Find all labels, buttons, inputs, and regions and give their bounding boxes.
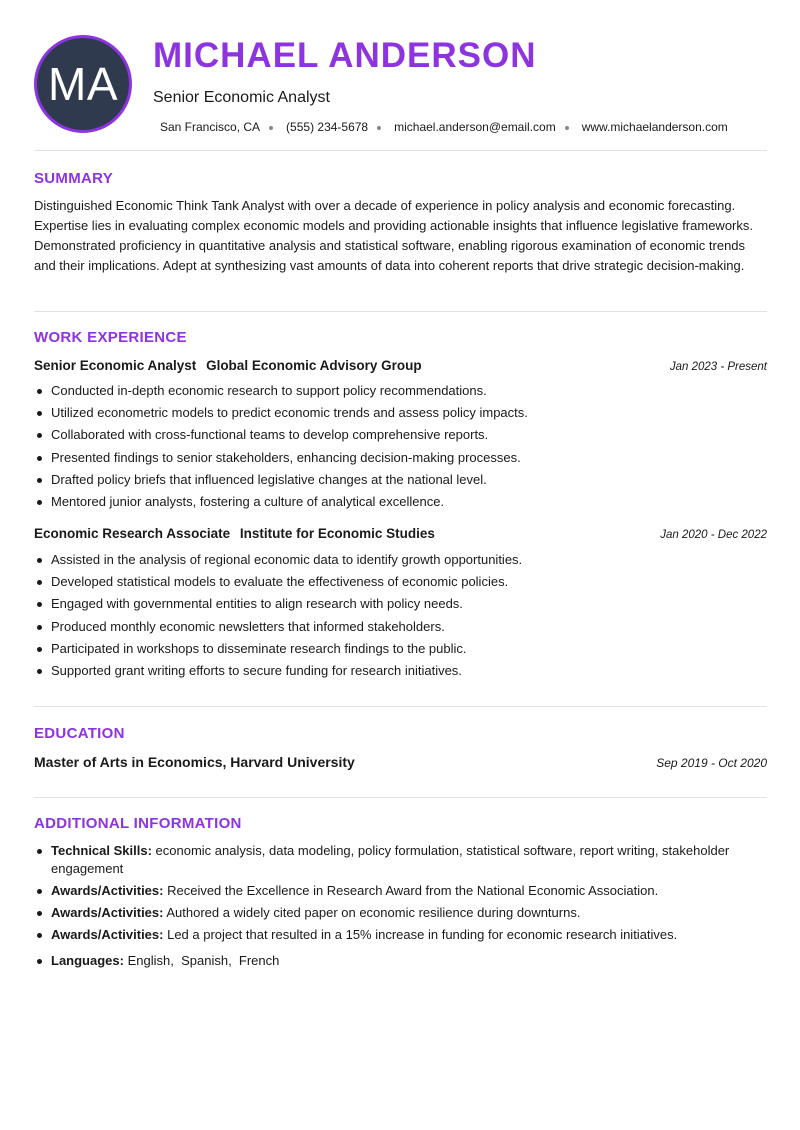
item-label: Awards/Activities: [51, 927, 164, 942]
education-heading: EDUCATION [34, 725, 125, 742]
separator-dot [377, 126, 381, 130]
job-header [34, 526, 767, 541]
job-role-company [34, 358, 422, 373]
list-item: Presented findings to senior stakeholders, enhancing decision-making processes. [34, 447, 769, 469]
item-label: Technical Skills: [51, 843, 152, 858]
job-dates: Jan 2020 - Dec 2022 [660, 529, 767, 541]
contact-bar [160, 120, 728, 134]
item-label: Awards/Activities: [51, 883, 164, 898]
job-dates: Jan 2023 - Present [669, 361, 767, 373]
language: English [127, 953, 171, 968]
language: , French [228, 953, 279, 968]
list-item: Collaborated with cross-functional teams to develop comprehensive reports. [34, 424, 769, 446]
list-item [34, 926, 769, 944]
list-item: Conducted in-depth economic research to support policy recommendations. [34, 380, 769, 402]
item-text: Received the Excellence in Research Award from the National Economic Association. [167, 883, 659, 898]
avatar [34, 35, 132, 133]
separator-dot [565, 126, 569, 130]
candidate-title: Senior Economic Analyst [153, 89, 330, 106]
list-item [34, 904, 769, 922]
education-dates: Sep 2019 - Oct 2020 [656, 756, 767, 770]
list-item [34, 882, 769, 900]
list-item: Mentored junior analysts, fostering a culture of analytical excellence. [34, 491, 769, 513]
divider [34, 706, 767, 707]
language: , Spanish [170, 953, 228, 968]
education-entry [34, 754, 767, 770]
job-company: Global Economic Advisory Group [206, 358, 422, 373]
list-item: Produced monthly economic newsletters that informed stakeholders. [34, 616, 769, 638]
candidate-name: MICHAEL ANDERSON [153, 36, 537, 75]
job-bullets [34, 549, 769, 682]
job-company: Institute for Economic Studies [239, 526, 435, 541]
list-item: Utilized econometric models to predict economic trends and assess policy impacts. [34, 402, 769, 424]
additional-heading: ADDITIONAL INFORMATION [34, 815, 242, 832]
item-text: Authored a widely cited paper on economic resilience during downturns. [166, 905, 581, 920]
list-item: Engaged with governmental entities to align research with policy needs. [34, 593, 769, 615]
experience-heading: WORK EXPERIENCE [34, 329, 187, 346]
avatar-initials: MA [48, 58, 118, 110]
contact-email[interactable]: michael.anderson@email.com [394, 120, 556, 134]
additional-list [34, 842, 769, 974]
item-text: Led a project that resulted in a 15% increase in funding for economic research initiatives. [167, 927, 678, 942]
list-item: Developed statistical models to evaluate the effectiveness of economic policies. [34, 571, 769, 593]
separator-dot [269, 126, 273, 130]
contact-phone: (555) 234-5678 [286, 120, 369, 134]
job-role: Economic Research Associate [34, 526, 231, 541]
job-role: Senior Economic Analyst [34, 358, 197, 373]
list-item: Assisted in the analysis of regional economic data to identify growth opportunities. [34, 549, 769, 571]
education-degree: Master of Arts in Economics, Harvard University [34, 754, 355, 770]
job-header [34, 358, 767, 373]
list-item: Participated in workshops to disseminate research findings to the public. [34, 638, 769, 660]
list-item: Drafted policy briefs that influenced legislative changes at the national level. [34, 469, 769, 491]
divider [34, 150, 767, 151]
languages-list [128, 953, 280, 968]
item-label: Awards/Activities: [51, 905, 164, 920]
list-item [34, 842, 769, 878]
item-text: economic analysis, data modeling, policy formulation, statistical software, report writing, stakeholder engagement [51, 843, 730, 876]
contact-website[interactable]: www.michaelanderson.com [581, 120, 728, 134]
job-role-company [34, 526, 435, 541]
list-item: Supported grant writing efforts to secure funding for research initiatives. [34, 660, 769, 682]
languages-item [34, 952, 769, 970]
contact-location: San Francisco, CA [160, 120, 261, 134]
summary-heading: SUMMARY [34, 170, 114, 187]
summary-text: Distinguished Economic Think Tank Analyst with over a decade of experience in policy analysis and economic forecasting. Expertise lies in evaluating complex economic models and providing actionable insights that influence legislative frameworks. Demonstrated proficiency in quantitative analysis and statistical software, enabling rigorous examination of economic trends and their implications. Adept at synthesizing vast amounts of data into coherent reports that drive strategic decision-making. [34, 198, 753, 273]
languages-label: Languages: [51, 953, 124, 968]
divider [34, 311, 767, 312]
job-bullets [34, 380, 769, 513]
divider [34, 797, 767, 798]
